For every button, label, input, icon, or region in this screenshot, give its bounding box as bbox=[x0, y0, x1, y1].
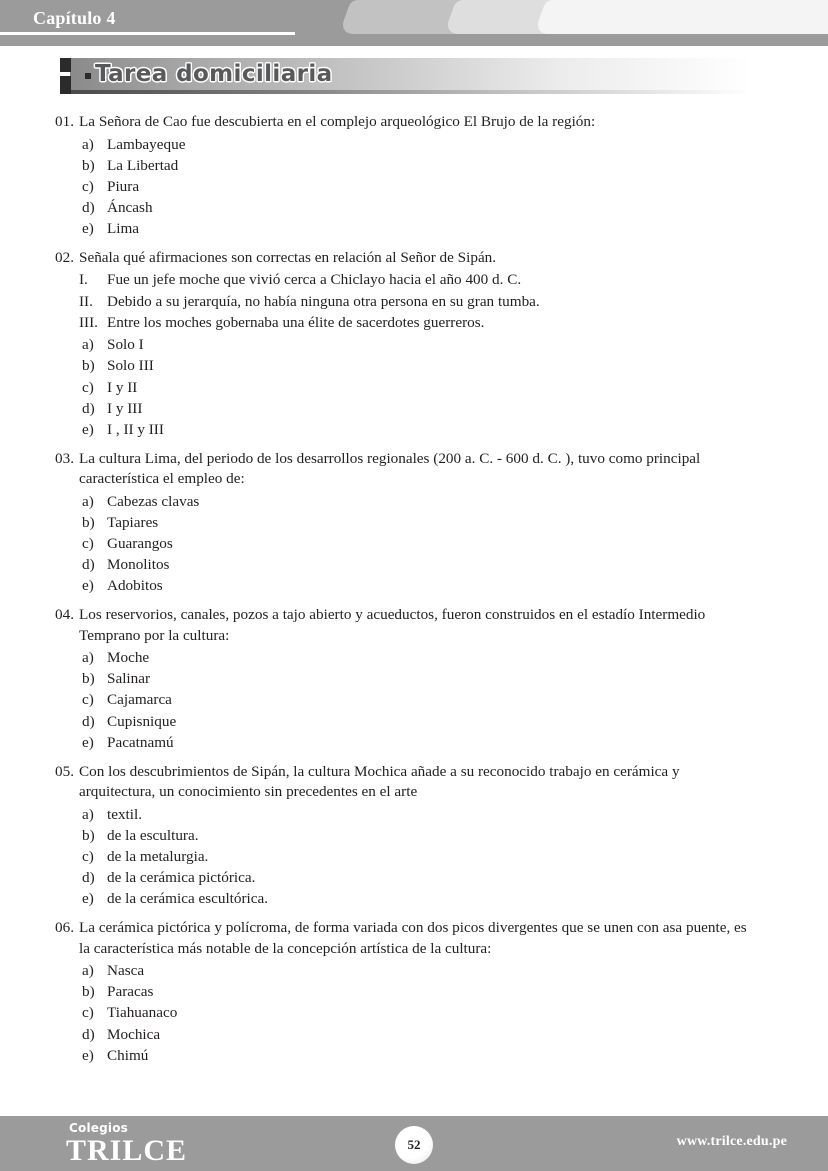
option-item[interactable]: Lambayeque a) bbox=[0, 134, 828, 155]
header-decor-shape-3 bbox=[534, 0, 828, 34]
brand-logo-line2: TRILCE bbox=[66, 1134, 188, 1167]
option-item[interactable]: Paracas b) bbox=[0, 981, 828, 1002]
option-item[interactable]: Moche a) bbox=[0, 647, 828, 668]
question-item bbox=[0, 449, 828, 596]
statement-numeral: III. bbox=[79, 314, 98, 332]
option-letter: e) bbox=[82, 890, 94, 908]
option-letter: d) bbox=[82, 556, 95, 574]
statement-item: Fue un jefe moche que vivió cerca a Chiclayo hacia el año 400 d. C. I. bbox=[0, 269, 828, 290]
option-item[interactable]: textil. a) bbox=[0, 804, 828, 825]
option-item[interactable]: I y II c) bbox=[0, 377, 828, 398]
option-letter: d) bbox=[82, 1025, 95, 1043]
option-letter: c) bbox=[82, 691, 94, 709]
option-letter: a) bbox=[82, 805, 94, 823]
page-number: 52 bbox=[407, 1137, 421, 1152]
question-item bbox=[0, 248, 828, 440]
options-list bbox=[0, 491, 828, 596]
option-item[interactable]: Salinar b) bbox=[0, 668, 828, 689]
page-number-badge bbox=[395, 1126, 433, 1164]
question-text: Los reservorios, canales, pozos a tajo abierto y acueductos, fueron construidos en el estadío Intermedio Temprano por la cultura: 04. bbox=[55, 606, 706, 644]
option-item[interactable]: Monolitos d) bbox=[0, 554, 828, 575]
question-number: 04. bbox=[55, 606, 74, 624]
section-title-banner bbox=[60, 58, 752, 94]
option-letter: a) bbox=[82, 135, 94, 153]
statement-item: Debido a su jerarquía, no había ninguna otra persona en su gran tumba. II. bbox=[0, 291, 828, 312]
option-letter: c) bbox=[82, 847, 94, 865]
option-item[interactable]: Cupisnique d) bbox=[0, 711, 828, 732]
questions-list bbox=[0, 112, 828, 1075]
statement-item: Entre los moches gobernaba una élite de sacerdotes guerreros. III. bbox=[0, 312, 828, 333]
option-item[interactable]: Tapiares b) bbox=[0, 512, 828, 533]
option-letter: b) bbox=[82, 670, 95, 688]
option-letter: a) bbox=[82, 336, 94, 354]
question-number: 05. bbox=[55, 762, 74, 780]
option-item[interactable]: Áncash d) bbox=[0, 197, 828, 218]
question-item bbox=[0, 605, 828, 752]
option-item[interactable]: de la escultura. b) bbox=[0, 825, 828, 846]
option-letter: b) bbox=[82, 156, 95, 174]
option-item[interactable]: Tiahuanaco c) bbox=[0, 1002, 828, 1023]
option-letter: c) bbox=[82, 535, 94, 553]
option-letter: a) bbox=[82, 649, 94, 667]
option-letter: c) bbox=[82, 1004, 94, 1022]
option-letter: e) bbox=[82, 577, 94, 595]
chapter-label: Capítulo 4 bbox=[33, 8, 116, 28]
statement-numeral: I. bbox=[79, 271, 88, 289]
option-item[interactable]: La Libertad b) bbox=[0, 155, 828, 176]
footer-website-url: www.trilce.edu.pe bbox=[676, 1134, 787, 1149]
banner-block-bottom-icon bbox=[60, 76, 71, 94]
banner-underline bbox=[70, 90, 752, 94]
brand-logo-line1: Colegios bbox=[69, 1121, 128, 1135]
section-title: Tarea domiciliaria bbox=[95, 61, 333, 87]
question-number: 03. bbox=[55, 449, 74, 467]
option-letter: e) bbox=[82, 219, 94, 237]
option-item[interactable]: I y III d) bbox=[0, 398, 828, 419]
question-text: La cerámica pictórica y polícroma, de forma variada con dos picos divergentes que se unen con asa puente, es la característica más notable de la concepción artística de la cultura: 06. bbox=[55, 919, 747, 957]
option-item[interactable]: de la cerámica escultórica. e) bbox=[0, 888, 828, 909]
option-item[interactable]: Cajamarca c) bbox=[0, 689, 828, 710]
option-item[interactable]: de la cerámica pictórica. d) bbox=[0, 867, 828, 888]
question-item bbox=[0, 918, 828, 1065]
option-letter: d) bbox=[82, 712, 95, 730]
brand-logo bbox=[66, 1122, 187, 1166]
question-item bbox=[0, 762, 828, 909]
option-item[interactable]: Solo I a) bbox=[0, 334, 828, 355]
options-list bbox=[0, 134, 828, 239]
option-item[interactable]: Solo III b) bbox=[0, 355, 828, 376]
page-header bbox=[0, 0, 828, 46]
banner-block-top-icon bbox=[60, 58, 71, 72]
option-item[interactable]: Mochica d) bbox=[0, 1024, 828, 1045]
question-text: La cultura Lima, del periodo de los desarrollos regionales (200 a. C. - 600 d. C. ), tuvo como principal característica el empleo de: 03. bbox=[55, 449, 701, 488]
option-item[interactable]: Pacatnamú e) bbox=[0, 732, 828, 753]
option-letter: e) bbox=[82, 420, 94, 438]
option-item[interactable]: Guarangos c) bbox=[0, 533, 828, 554]
options-list bbox=[0, 647, 828, 752]
option-letter: a) bbox=[82, 492, 94, 510]
option-letter: d) bbox=[82, 399, 95, 417]
option-letter: a) bbox=[82, 962, 94, 980]
option-letter: c) bbox=[82, 378, 94, 396]
option-letter: b) bbox=[82, 826, 95, 844]
options-list bbox=[0, 804, 828, 909]
option-item[interactable]: Lima e) bbox=[0, 218, 828, 239]
question-text: Con los descubrimientos de Sipán, la cultura Mochica añade a su reconocido trabajo en cerámica y arquitectura, un conocimiento sin precedentes en el arte 05. bbox=[55, 762, 680, 801]
question-item bbox=[0, 112, 828, 239]
option-letter: e) bbox=[82, 1046, 94, 1064]
option-item[interactable]: I , II y III e) bbox=[0, 419, 828, 440]
statement-numeral: II. bbox=[79, 292, 93, 310]
option-item[interactable]: Chimú e) bbox=[0, 1045, 828, 1066]
option-letter: c) bbox=[82, 177, 94, 195]
question-number: 01. bbox=[55, 113, 74, 130]
options-list bbox=[0, 334, 828, 439]
option-letter: b) bbox=[82, 983, 95, 1001]
option-letter: d) bbox=[82, 198, 95, 216]
option-item[interactable]: Nasca a) bbox=[0, 960, 828, 981]
option-letter: d) bbox=[82, 869, 95, 887]
question-text: La Señora de Cao fue descubierta en el complejo arqueológico El Brujo de la región: 01. bbox=[0, 112, 828, 133]
question-text: Señala qué afirmaciones son correctas en relación al Señor de Sipán. 02. bbox=[0, 248, 828, 269]
option-item[interactable]: de la metalurgia. c) bbox=[0, 846, 828, 867]
option-letter: b) bbox=[82, 357, 95, 375]
question-number: 06. bbox=[55, 919, 74, 937]
banner-bullet-icon bbox=[85, 73, 91, 79]
options-list bbox=[0, 960, 828, 1065]
option-item[interactable]: Adobitos e) bbox=[0, 575, 828, 596]
page-footer bbox=[0, 1116, 828, 1171]
statements-list bbox=[0, 269, 828, 333]
option-item[interactable]: Piura c) bbox=[0, 176, 828, 197]
option-letter: b) bbox=[82, 513, 95, 531]
option-letter: e) bbox=[82, 733, 94, 751]
option-item[interactable]: Cabezas clavas a) bbox=[0, 491, 828, 512]
header-divider bbox=[0, 32, 295, 35]
question-number: 02. bbox=[55, 248, 74, 266]
